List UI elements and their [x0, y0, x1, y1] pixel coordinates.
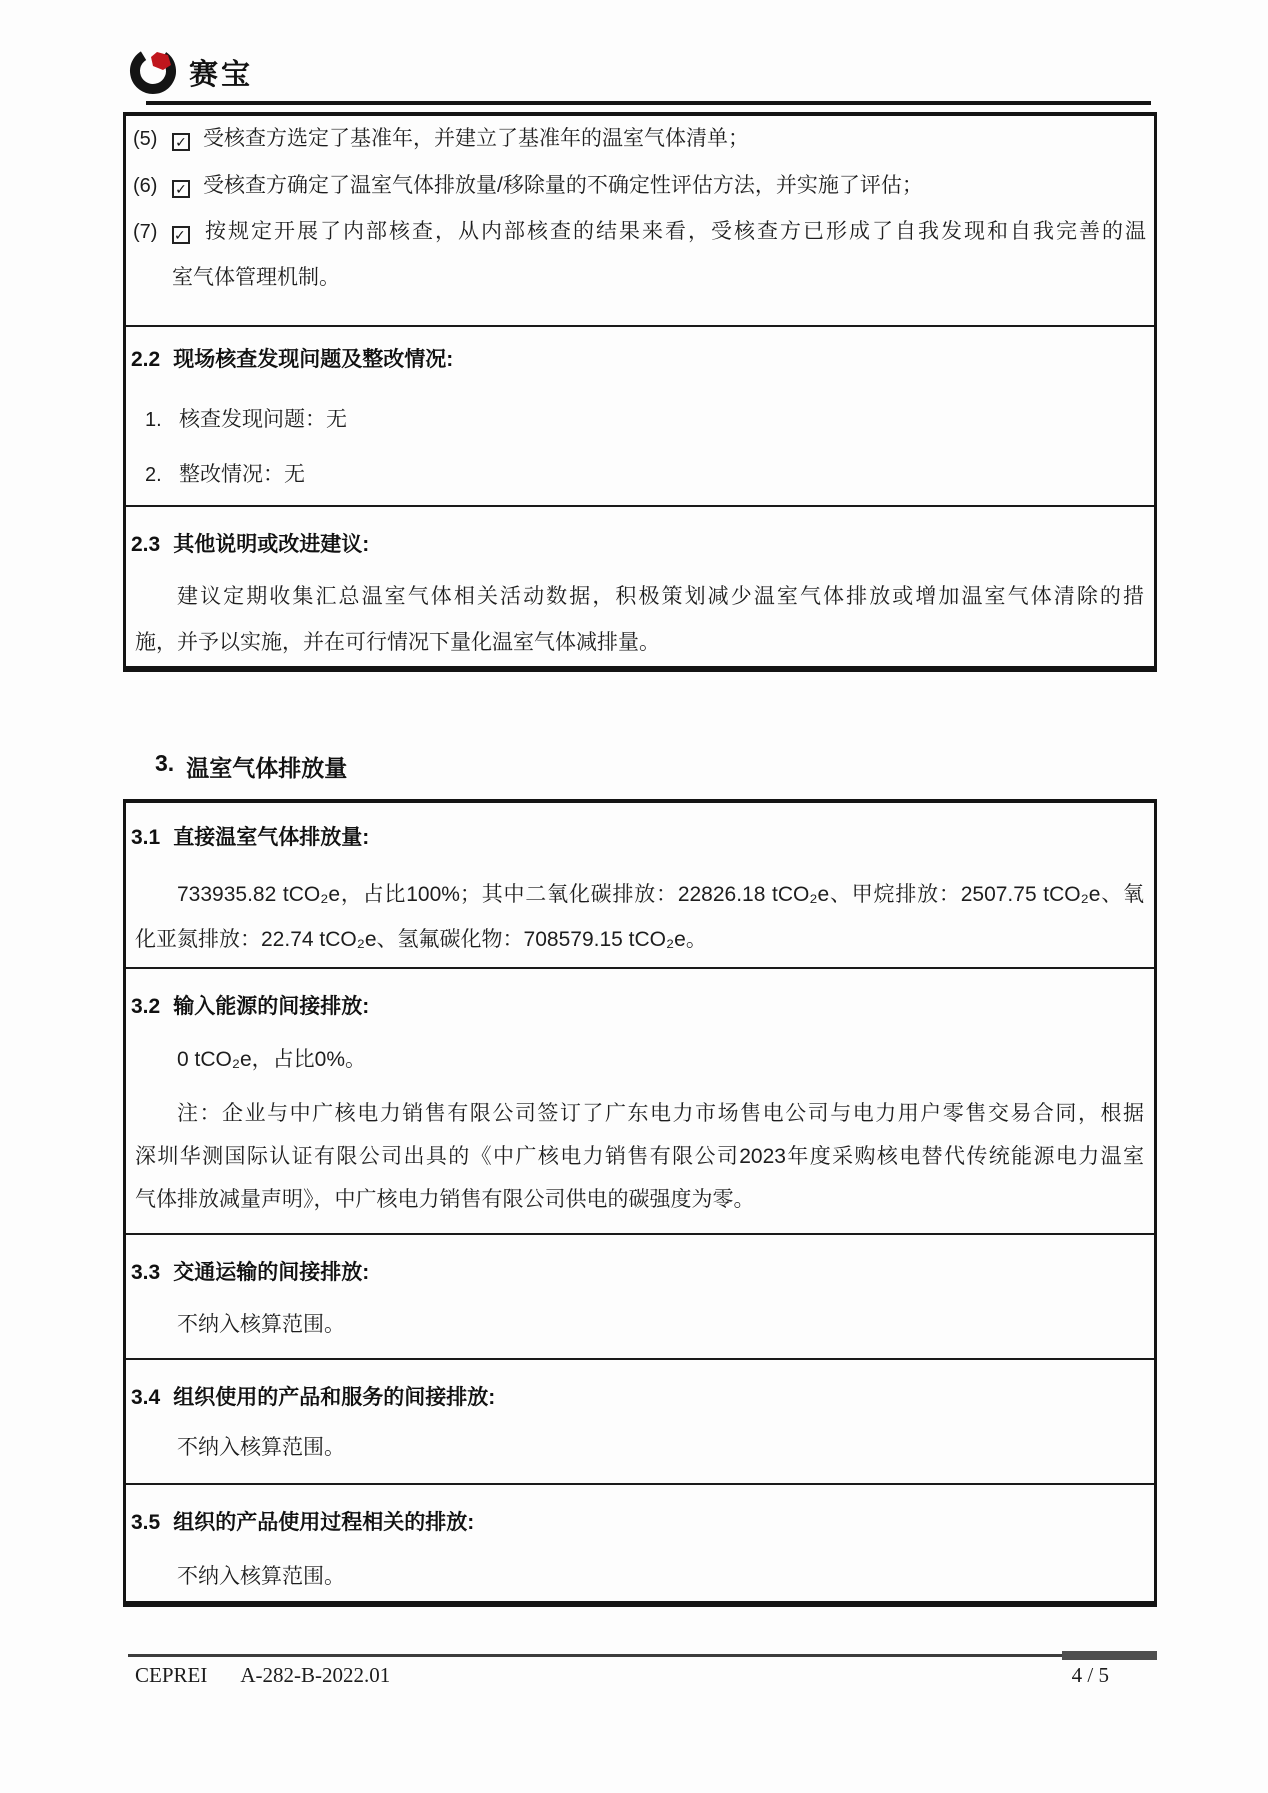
paragraph-line: 施，并予以实施，并在可行情况下量化温室气体减排量。	[135, 631, 660, 654]
item-number: (5)	[133, 128, 158, 150]
list-number: 1.	[145, 409, 162, 431]
verification-findings-box	[123, 112, 1157, 672]
section-title: 其他说明或改进建议:	[173, 533, 370, 556]
ghg-emissions-box	[123, 799, 1157, 1607]
section-title: 直接温室气体排放量:	[173, 826, 370, 849]
section-divider	[126, 967, 1154, 969]
item-line: 受核查方选定了基准年，并建立了基准年的温室气体清单；	[203, 127, 749, 150]
chapter-3-heading	[155, 750, 347, 783]
footer-doc-code: A-282-B-2022.01	[240, 1663, 391, 1687]
section-number: 3.2	[131, 995, 161, 1018]
section-number: 2.3	[131, 533, 161, 556]
checklist-item-7	[133, 209, 1146, 301]
cepri-logo-icon	[127, 46, 179, 98]
finding-item-1	[145, 397, 347, 443]
item-line-2: 室气体管理机制。	[172, 266, 340, 289]
section-2-2-heading	[131, 337, 453, 383]
section-3-1-heading	[131, 815, 369, 861]
section-number: 3.5	[131, 1511, 161, 1534]
section-number: 3.4	[131, 1386, 161, 1409]
footer-org: CEPREI	[135, 1663, 208, 1687]
paragraph-line: 不纳入核算范围。	[177, 1565, 345, 1588]
paragraph-line: 不纳入核算范围。	[177, 1436, 345, 1459]
section-2-3-heading	[131, 522, 369, 568]
section-divider	[126, 1358, 1154, 1360]
note-line: 注：企业与中广核电力销售有限公司签订了广东电力市场售电公司与电力用户零售交易合同，根据	[177, 1102, 1144, 1125]
checkbox-checked-icon	[172, 226, 190, 244]
section-divider	[126, 505, 1154, 507]
checklist-item-6	[133, 163, 1146, 209]
list-number: 2.	[145, 464, 162, 486]
section-3-4-heading	[131, 1375, 495, 1421]
checklist-item-5	[133, 116, 1146, 162]
item-text	[172, 209, 1146, 301]
item-text	[172, 163, 1146, 209]
chapter-number: 3.	[155, 750, 175, 776]
section-3-5-body	[135, 1554, 1144, 1600]
section-title: 现场核查发现问题及整改情况:	[173, 348, 454, 371]
check-glyph: ✓	[174, 227, 186, 243]
item-line: 受核查方确定了温室气体排放量/移除量的不确定性评估方法，并实施了评估；	[203, 174, 923, 197]
section-number: 2.2	[131, 348, 161, 371]
paragraph-line: 不纳入核算范围。	[177, 1313, 345, 1336]
section-divider	[126, 1233, 1154, 1235]
finding-item-2	[145, 452, 305, 498]
section-title: 交通运输的间接排放:	[173, 1261, 370, 1284]
paragraph-line: 733935.82 tCO₂e，占比100%；其中二氧化碳排放：22826.18 tCO₂e、甲烷排放：2507.75 tCO₂e、氧	[177, 883, 1144, 906]
header-logo	[127, 46, 253, 98]
footer-rule	[128, 1654, 1157, 1657]
item-line-1	[172, 209, 1146, 255]
section-number: 3.1	[131, 826, 161, 849]
footer-page-number: 4 / 5	[1071, 1663, 1109, 1687]
note-line: 气体排放减量声明》，中广核电力销售有限公司供电的碳强度为零。	[135, 1188, 755, 1211]
note-line: 深圳华测国际认证有限公司出具的《中广核电力销售有限公司2023年度采购核电替代传统能源电力温室	[135, 1145, 1144, 1168]
section-2-3-paragraph	[135, 574, 1144, 666]
section-3-2-note	[135, 1092, 1144, 1221]
section-title: 输入能源的间接排放:	[173, 995, 370, 1018]
section-3-1-paragraph	[135, 872, 1144, 962]
item-number: (6)	[133, 175, 158, 197]
paragraph-line: 0 tCO₂e，占比0%。	[177, 1048, 367, 1071]
check-glyph: ✓	[175, 181, 187, 197]
footer-rule-end-cap	[1062, 1651, 1157, 1660]
item-number: (7)	[133, 221, 158, 243]
section-divider	[126, 325, 1154, 327]
section-3-2-heading	[131, 984, 369, 1030]
section-3-5-heading	[131, 1500, 474, 1546]
section-divider	[126, 1483, 1154, 1485]
item-line: 按规定开展了内部核查，从内部核查的结果来看，受核查方已形成了自我发现和自我完善的温	[203, 220, 1146, 243]
page-footer	[135, 1663, 1157, 1688]
paragraph-line: 化亚氮排放：22.74 tCO₂e、氢氟碳化物：708579.15 tCO₂e。	[135, 928, 707, 951]
logo-text: 赛宝	[189, 58, 254, 91]
checkbox-checked-icon	[172, 133, 190, 151]
item-text	[172, 116, 1146, 162]
footer-document-id	[135, 1663, 390, 1688]
section-title: 组织的产品使用过程相关的排放:	[173, 1511, 475, 1534]
list-text: 核查发现问题：无	[179, 408, 347, 431]
chapter-title: 温室气体排放量	[186, 755, 348, 781]
checkbox-checked-icon	[172, 180, 190, 198]
section-3-4-body	[135, 1425, 1144, 1471]
section-3-2-body	[135, 1037, 1144, 1083]
paragraph-line: 建议定期收集汇总温室气体相关活动数据，积极策划减少温室气体排放或增加温室气体清除的措	[177, 585, 1144, 608]
header-rule	[146, 101, 1151, 105]
section-title: 组织使用的产品和服务的间接排放:	[173, 1386, 496, 1409]
section-3-3-heading	[131, 1250, 369, 1296]
section-number: 3.3	[131, 1261, 161, 1284]
section-3-3-body	[135, 1302, 1144, 1348]
check-glyph: ✓	[175, 134, 187, 150]
list-text: 整改情况：无	[179, 463, 305, 486]
